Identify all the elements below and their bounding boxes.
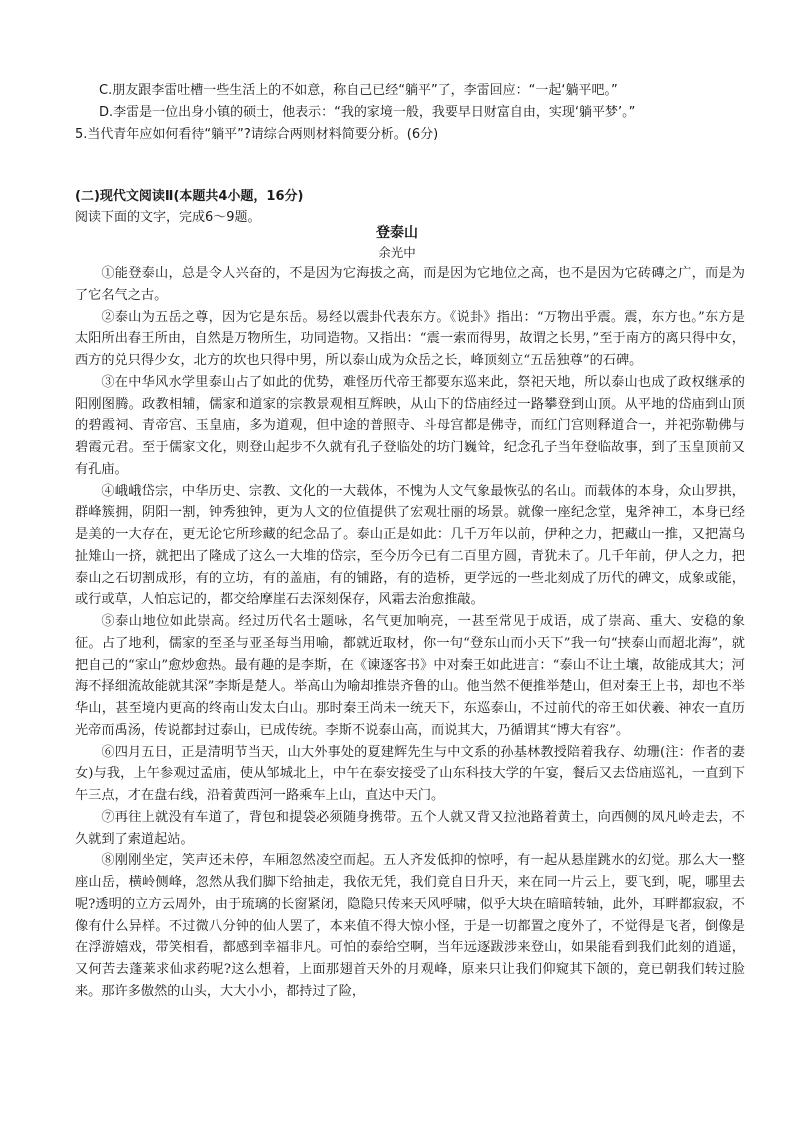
paragraph-6: ⑥四月五日，正是清明节当天，山大外事处的夏建辉先生与中文系的孙基林教授陪着我存、幼珊(注：作者的妻女)与我，上午参观过孟庙，使从邹城北上，中午在泰安接受了山东科技大学的午宴，餐后又去岱庙巡礼，一直到下午三点，才在盘右线，沿着黄西河一路乘车上山，直达中天门。 xyxy=(75,744,745,803)
paragraph-7: ⑦再往上就没有车道了，背包和提袋必须随身携带。五个人就又背又拉池路着黄土，向西侧的凤凡岭走去，不久就到了索道起站。 xyxy=(75,809,745,847)
paragraph-5: ⑤泰山地位如此崇高。经过历代名士题咏，名气更加响亮，一甚至常见于成语，成了崇高、重大、安稳的象征。占了地利，儒家的至圣与亚圣每当用喻，都就近取材，你一句“登东山而小天下”我一句“挟泰山而超北海”，就把自己的“家山”愈炒愈热。最有趣的是李斯，在《谏逐客书》中对秦王如此进言：“泰山不让土壤，故能成其大；河海不择细流故能就其深”李斯是楚人。举高山为喻却推崇齐鲁的山。他当然不便推举楚山，但对秦王上书，却也不举华山，甚至境内更高的终南山发太白山。那时秦王尚未一统天下，东巡泰山，不过前代的帝王如伏羲、神农一直历光帝而禹汤，传说都封过泰山，已成传统。李斯不说泰山高，而说其大，乃循谓其“博大有容”。 xyxy=(75,614,745,738)
article-body xyxy=(75,263,745,1003)
paragraph-2: ②泰山为五岳之尊，因为它是东岳。易经以震卦代表东方。《说卦》指出：“万物出乎震。震，东方也。”东方是太阳所出春王所由，自然是万物所生，功同造物。又指出：“震一索而得男，故谓之长男，”至于南方的离只得中女，西方的兑只得少女，北方的坎也只得中男，所以泰山成为众岳之长，峰顶刻立“五岳独尊”的石碑。 xyxy=(75,309,745,368)
paragraph-8: ⑧刚刚坐定，笑声还未停，车厢忽然凌空而起。五人齐发低抑的惊呼，有一起从悬崖跳水的幻觉。那么大一整座山岳，横岭侧峰，忽然从我们脚下给抽走，我依无凭，我们竟自日升天，来在同一片云上，要飞到，呢，哪里去呢?透明的立方云周外，由于琉璃的长窗紧闭，隐隐只传来天风呼啸，似乎大块在暗暗转轴，此外，耳畔都寂寂，不像有什么异样。不过微八分钟的仙人罢了，本来值不得大惊小怪，于是一切都置之度外了，不觉得是飞者，倒像是在浮游嬉戏，带笑相看，都感到幸福非凡。可怕的泰给空啊，当年远逐跋涉来登山，如果能看到我们此刻的逍遥，又何苦去蓬莱求仙求药呢?这么想着，上面那翅首天外的月观峰，原来只让我们仰窥其下颌的，竟已朝我们转过脸来。那许多傲然的山头，大大小小，都持过了险， xyxy=(75,853,745,999)
option-c: C.朋友跟李雷吐槽一些生活上的不如意，称自己已经“躺平”了，李雷回应：“一起‘躺平吧。” xyxy=(99,83,618,98)
option-d: D.李雷是一位出身小镇的硕士，他表示：“我的家境一般，我要早日财富自由，实现‘躺平梦’。” xyxy=(99,105,636,120)
section-instruction: 阅读下面的文字，完成6～9题。 xyxy=(75,210,261,225)
section-heading: (二)现代文阅读Ⅱ(本题共4小题，16分) xyxy=(75,189,304,204)
paragraph-3: ③在中华风水学里泰山占了如此的优势，难怪历代帝王都要东巡来此，祭祀天地，所以泰山也成了政权继承的阳刚图腾。政教相辅，儒家和道家的宗教景观相互辉映，从山下的岱庙经过一路攀登到山顶。从平地的岱庙到山顶的碧霞祠、青帝宫、玉皇庙，多为道观，但中途的普照寺、斗母宫都是佛寺，而红门宫则释道合一，并祀弥勒佛与碧霞元君。至于儒家文化，则登山起步不久就有孔子登临处的坊门巍耸，纪念孔子当年登临故事，到了玉皇顶前又有孔庙。 xyxy=(75,374,745,477)
paragraph-4: ④峨峨岱宗，中华历史、宗教、文化的一大载体，不愧为人文气象最恢弘的名山。而载体的本身，众山罗拱，群峰簇拥，阴阳一割，钟秀独钟，更为人文的位值提供了宏观壮丽的场景。就像一座纪念堂，鬼斧神工，本身已经是美的一大存在，更无论它所珍藏的纪念品了。泰山正是如此：几千万年以前，伊种之力，把藏山一推，又把嵩乌扯雉山一挤，就把出了隆成了这么一大堆的岱宗，至今历今已有二百里方圆，青犹未了。几千年前，伊人之力，把泰山之石切割成形，有的立坊，有的盖庙，有的铺路，有的造桥，更学远的一些北刻成了历代的碑文，成象或能，或行或草，人怕忘记的，都交给摩崖石去深刻保存，风霜去治愈推敲。 xyxy=(75,483,745,608)
article-author: 余光中 xyxy=(378,245,416,260)
article-title: 登泰山 xyxy=(376,225,418,241)
paragraph-1: ①能登泰山，总是令人兴奋的，不是因为它海拔之高，而是因为它地位之高，也不是因为它砖磚之广，而是为了它名气之古。 xyxy=(75,266,745,303)
question-5: 5.当代青年应如何看待“躺平”?请综合两则材料简要分析。(6分) xyxy=(75,127,439,142)
